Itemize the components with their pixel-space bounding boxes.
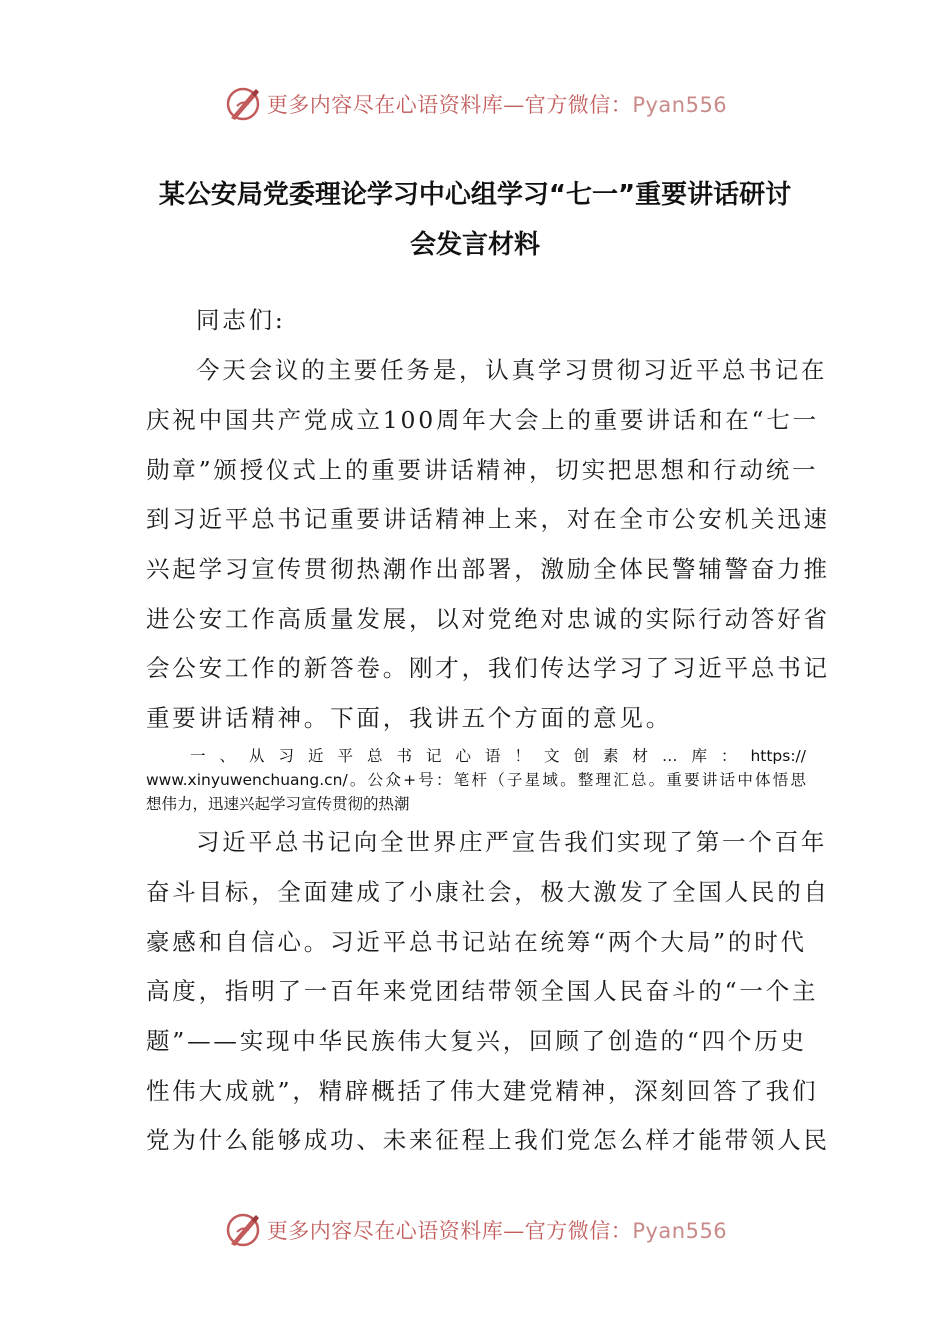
paragraph-2-line: 性伟大成就”，精辟概括了伟大建党精神，深刻回答了我们: [146, 1077, 819, 1105]
paragraph-2-line: 高度，指明了一百年来党团结带领全国人民奋斗的“一个主: [146, 977, 819, 1005]
pen-logo-icon: [223, 84, 263, 124]
header-banner: [0, 82, 950, 126]
wechat-id: Pyan556: [632, 1219, 728, 1243]
banner-text: 更多内容尽在心语资料库—官方微信：Pyan556: [266, 93, 728, 117]
paragraph-1-line: 重要讲话精神。下面，我讲五个方面的意见。: [146, 704, 672, 732]
paragraph-2-line: 奋斗目标，全面建成了小康社会，极大激发了全国人民的自: [146, 878, 830, 906]
paragraph-1-line: 到习近平总书记重要讲话精神上来，对在全市公安机关迅速: [146, 505, 830, 533]
paragraph-1-line: 会公安工作的新答卷。刚才，我们传达学习了习近平总书记: [146, 654, 830, 682]
paragraph-1-line: 勋章”颁授仪式上的重要讲话精神，切实把思想和行动统一: [146, 456, 819, 484]
banner-text: 更多内容尽在心语资料库—官方微信：Pyan556: [266, 1219, 728, 1243]
paragraph-2-line: 题”——实现中华民族伟大复兴，回顾了创造的“四个历史: [146, 1027, 807, 1055]
pen-logo-icon: [223, 1210, 263, 1250]
section-heading-line: 一、从习近平总书记心语！文创素材…库：https://: [190, 747, 806, 765]
section-heading-line: 想伟力，迅速兴起学习宣传贯彻的热潮: [146, 795, 410, 813]
section-heading-line: www.xinyuwenchuang.cn/。公众+号：笔杆（子星域。整理汇总。重要讲话中体悟思: [146, 771, 806, 789]
paragraph-1-line: 庆祝中国共产党成立100周年大会上的重要讲话和在“七一: [146, 406, 819, 434]
paragraph-1-line: 进公安工作高质量发展，以对党绝对忠诚的实际行动答好省: [146, 605, 830, 633]
salutation: 同志们:: [196, 306, 286, 334]
paragraph-1-line: 兴起学习宣传贯彻热潮作出部署，激励全体民警辅警奋力推: [146, 555, 830, 583]
document-title-line-1: 某公安局党委理论学习中心组学习“七一”重要讲话研讨: [158, 180, 792, 210]
paragraph-2-line: 习近平总书记向全世界庄严宣告我们实现了第一个百年: [196, 828, 828, 856]
footer-banner: [0, 1208, 950, 1252]
wechat-id: Pyan556: [632, 93, 728, 117]
paragraph-2-line: 党为什么能够成功、未来征程上我们党怎么样才能带领人民: [146, 1126, 830, 1154]
paragraph-1-line: 今天会议的主要任务是，认真学习贯彻习近平总书记在: [196, 356, 828, 384]
paragraph-2-line: 豪感和自信心。习近平总书记站在统筹“两个大局”的时代: [146, 928, 807, 956]
document-title-line-2: 会发言材料: [409, 230, 540, 260]
